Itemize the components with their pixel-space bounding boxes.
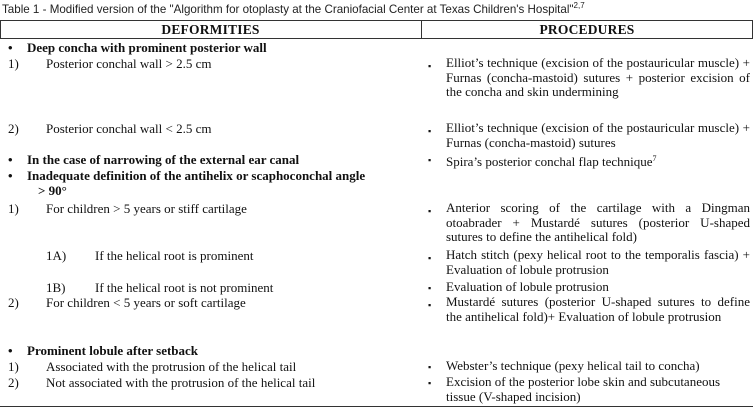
procedure-bullet: ▪ bbox=[428, 61, 432, 71]
deformity-text: Posterior conchal wall > 2.5 cm bbox=[46, 56, 212, 71]
deformity-text: If the helical root is not prominent bbox=[95, 280, 274, 295]
header-rule bbox=[0, 38, 753, 39]
row-number: 1A) bbox=[46, 248, 67, 263]
deformity-text: Associated with the protrusion of the helical tail bbox=[46, 359, 297, 374]
procedure-text: Webster’s technique (pexy helical tail to concha) bbox=[446, 358, 700, 373]
row-number: 2) bbox=[8, 295, 19, 310]
row-number: 1) bbox=[8, 201, 19, 216]
section-bullet: • bbox=[8, 152, 13, 167]
deformity-text: If the helical root is prominent bbox=[95, 248, 254, 263]
row-number: 1) bbox=[8, 56, 19, 71]
section-title: In the case of narrowing of the external ear canal bbox=[27, 152, 300, 167]
procedure-text: Elliot’s technique (excision of the postauricular muscle) + Furnas (concha-mastoid) sutures bbox=[446, 120, 750, 150]
procedure-bullet: ▪ bbox=[428, 300, 432, 310]
header-procedures: PROCEDURES bbox=[539, 22, 635, 37]
procedure-text bbox=[446, 152, 750, 170]
header-deformities: DEFORMITIES bbox=[161, 22, 260, 37]
procedure-text: Elliot’s technique (excision of the postauricular muscle) + Furnas (concha-mastoid) sutures + posterior excision of the concha and skin undermining bbox=[446, 55, 750, 99]
caption-text: Table 1 - Modified version of the "Algorithm for otoplasty at the Craniofacial Center at Texas Children's Hospital" bbox=[2, 3, 574, 16]
top-rule bbox=[0, 20, 753, 21]
procedure-text: Hatch stitch (pexy helical root to the temporalis fascia) + Evaluation of lobule protrusion bbox=[446, 247, 750, 277]
section-bullet: • bbox=[8, 168, 13, 183]
procedure-bullet: ▪ bbox=[428, 206, 432, 216]
procedure-text: Anterior scoring of the cartilage with a Dingman otoabrader + Mustardé sutures (posterior U-shaped sutures to define the antihelical fold) bbox=[446, 200, 750, 244]
procedure-text: Excision of the posterior lobe skin and subcutaneous tissue (V-shaped incision) bbox=[446, 374, 721, 404]
section-title: Inadequate definition of the antihelix or scaphoconchal angle bbox=[27, 168, 366, 183]
procedure-text: Mustardé sutures (posterior U-shaped sutures to define the antihelical fold)+ Evaluation of lobule protrusion bbox=[446, 294, 750, 324]
table-caption bbox=[2, 1, 751, 16]
procedure-bullet: ▪ bbox=[428, 155, 432, 165]
caption-reference: 2,7 bbox=[573, 1, 585, 10]
procedure-text: Evaluation of lobule protrusion bbox=[446, 279, 609, 294]
section-bullet: • bbox=[8, 343, 13, 358]
deformity-text: For children > 5 years or stiff cartilage bbox=[46, 201, 247, 216]
procedure-bullet: ▪ bbox=[428, 362, 432, 372]
deformity-text: Not associated with the protrusion of the helical tail bbox=[46, 375, 316, 390]
deformity-text: Posterior conchal wall < 2.5 cm bbox=[46, 121, 212, 136]
procedure-reference: 7 bbox=[652, 154, 657, 163]
procedure-text-main: Spira’s posterior conchal flap technique bbox=[446, 154, 653, 169]
section-title: Prominent lobule after setback bbox=[27, 343, 199, 358]
section-title: Deep concha with prominent posterior wall bbox=[27, 40, 267, 55]
row-number: 1) bbox=[8, 359, 19, 374]
row-number: 2) bbox=[8, 121, 19, 136]
deformity-text: For children < 5 years or soft cartilage bbox=[46, 295, 246, 310]
procedure-bullet: ▪ bbox=[428, 126, 432, 136]
procedure-bullet: ▪ bbox=[428, 283, 432, 293]
bottom-rule bbox=[0, 406, 753, 407]
section-bullet: • bbox=[8, 40, 13, 55]
row-number: 2) bbox=[8, 375, 19, 390]
section-title-continued: > 90° bbox=[38, 183, 67, 198]
procedure-bullet: ▪ bbox=[428, 378, 432, 388]
procedure-bullet: ▪ bbox=[428, 253, 432, 263]
row-number: 1B) bbox=[46, 280, 66, 295]
